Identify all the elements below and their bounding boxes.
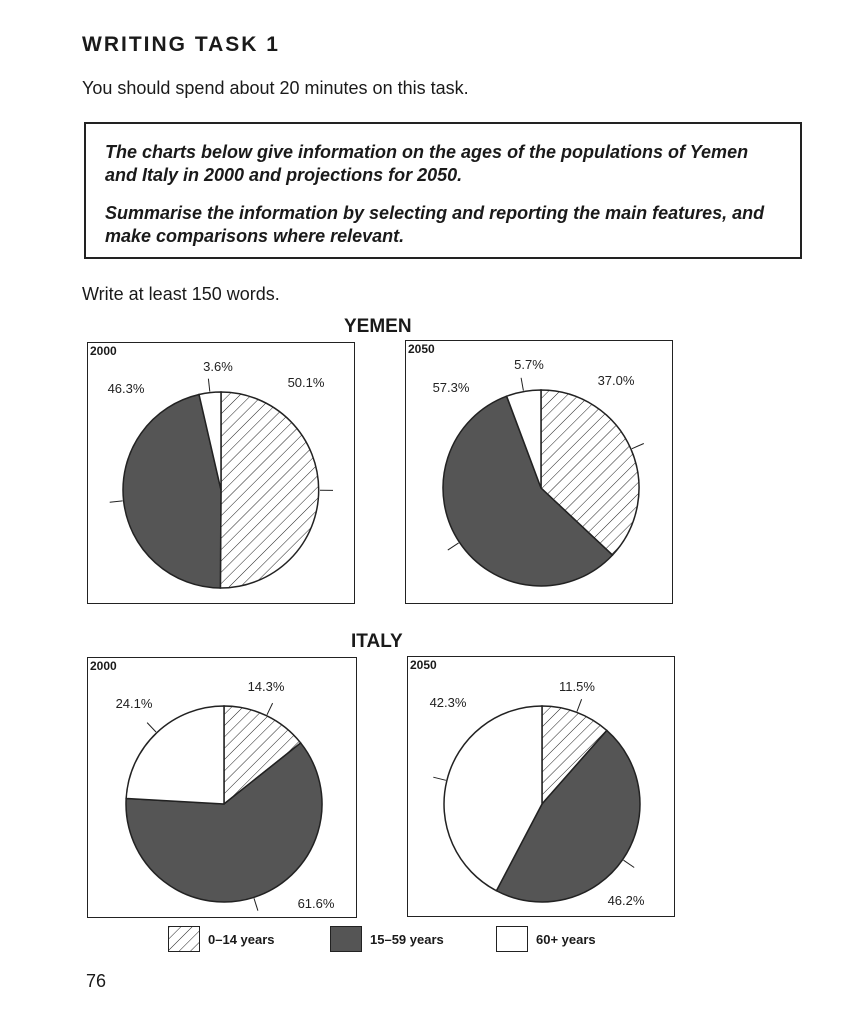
label-60-plus: 3.6%: [203, 359, 233, 374]
legend-swatch-dark: [330, 926, 362, 952]
panel-year-label: 2000: [90, 344, 117, 358]
slice-60-plus: [126, 706, 224, 804]
leader-line: [624, 860, 635, 867]
label-0-14: 50.1%: [287, 375, 325, 390]
chart-panel-yemen-2000: [87, 342, 355, 604]
chart-panel-yemen-2050: [405, 340, 673, 604]
legend-label-60-plus: 60+ years: [536, 932, 596, 947]
label-15-59: 46.2%: [607, 893, 645, 908]
panel-year-label: 2050: [408, 342, 435, 356]
leader-line: [433, 777, 446, 780]
legend-label-0-14: 0–14 years: [208, 932, 275, 947]
pie-chart-yemen-2050: [406, 341, 674, 605]
panel-year-label: 2000: [90, 659, 117, 673]
task-prompt-instruction: Summarise the information by selecting and reporting the main features, and make comparisons where relevant.: [105, 203, 765, 246]
label-0-14: 14.3%: [247, 679, 285, 694]
panel-year-label: 2050: [410, 658, 437, 672]
label-15-59: 61.6%: [297, 896, 335, 911]
time-instruction: You should spend about 20 minutes on this task.: [82, 78, 469, 98]
leader-line: [632, 444, 644, 449]
chart-panel-italy-2050: [407, 656, 675, 917]
leader-line: [254, 898, 258, 910]
legend-swatch-hatched: [168, 926, 200, 952]
pie-chart-italy-2050: [408, 657, 676, 918]
page-number: 76: [86, 971, 107, 991]
pie-chart-italy-2000: [88, 658, 358, 919]
country-title-yemen: YEMEN: [344, 316, 412, 337]
leader-line: [448, 543, 459, 550]
chart-panel-italy-2000: [87, 657, 357, 918]
leader-line: [267, 703, 273, 715]
leader-line: [521, 378, 523, 391]
task-prompt-description: The charts below give information on the ages of the populations of Yemen and Italy in 2000 and projections for 2050.: [105, 142, 749, 185]
label-0-14: 11.5%: [559, 679, 595, 694]
task-heading: WRITING TASK 1: [82, 33, 280, 56]
leader-line: [577, 699, 582, 711]
leader-line: [147, 723, 156, 732]
leader-line: [110, 501, 123, 502]
legend-label-15-59: 15–59 years: [370, 932, 444, 947]
label-60-plus: 24.1%: [115, 696, 153, 711]
label-15-59: 46.3%: [107, 381, 145, 396]
country-title-italy: ITALY: [351, 631, 403, 652]
pie-chart-yemen-2000: [88, 343, 356, 605]
label-60-plus: 5.7%: [514, 357, 544, 372]
word-count-instruction: Write at least 150 words.: [82, 284, 280, 304]
label-60-plus: 42.3%: [429, 695, 467, 710]
label-15-59: 57.3%: [432, 380, 470, 395]
leader-line: [208, 379, 209, 392]
slice-0-14: [220, 392, 318, 588]
legend-swatch-white: [496, 926, 528, 952]
label-0-14: 37.0%: [597, 373, 635, 388]
task-prompt-box: [84, 122, 802, 259]
